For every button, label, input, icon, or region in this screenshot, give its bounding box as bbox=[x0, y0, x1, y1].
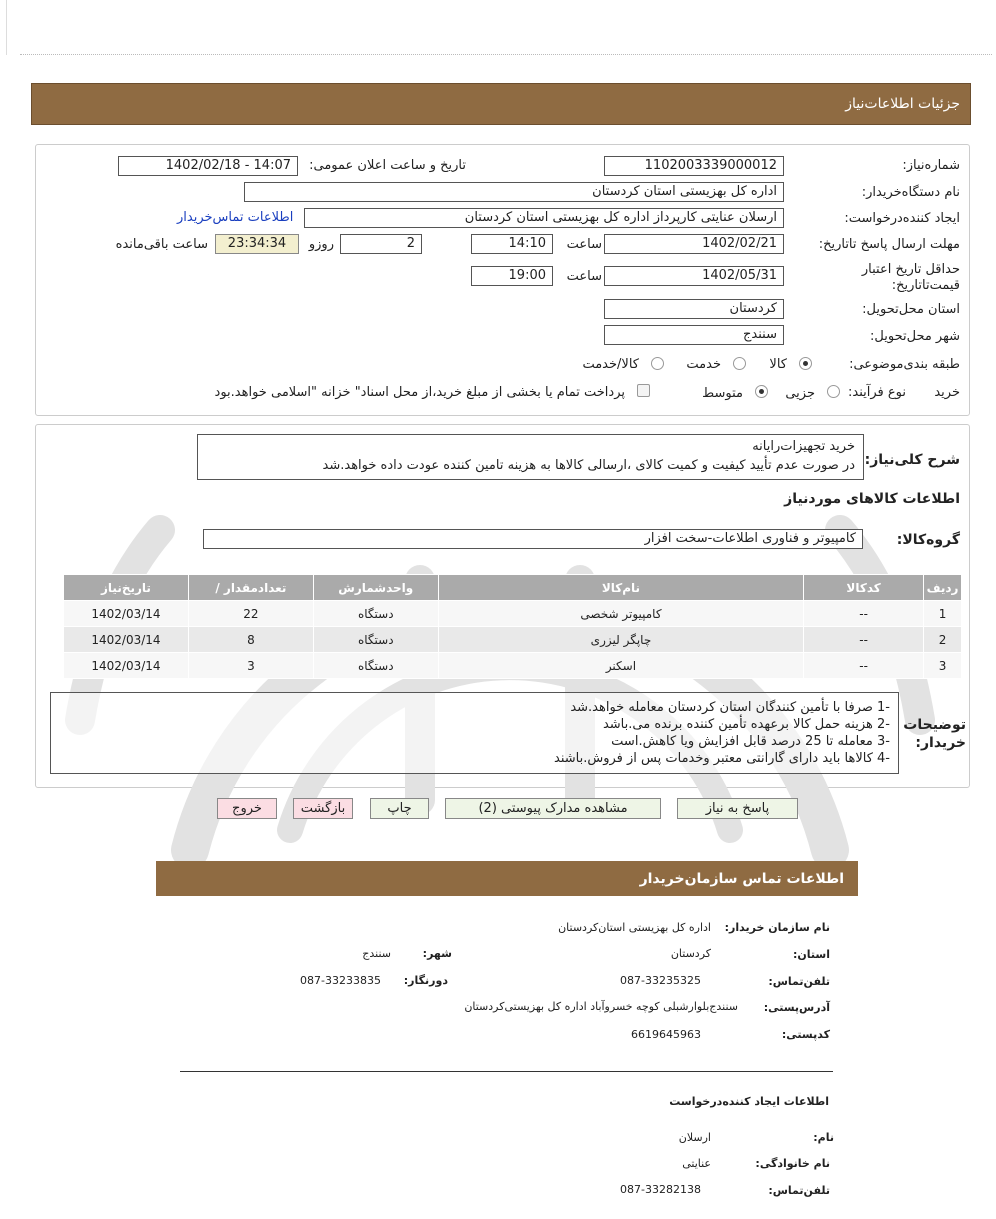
category-label: طبقه بندی‌موضوعی: bbox=[849, 357, 960, 372]
buyer-notes-box bbox=[50, 692, 899, 774]
buyer-note-line: -4 کالاها باید دارای گارانتی معتبر وخدمات پس از فروش.باشند bbox=[554, 751, 890, 766]
cell-date: 1402/03/14 bbox=[64, 653, 189, 679]
process-label: نوع فرآیند: bbox=[848, 385, 906, 400]
cell-name: چاپگر لیزری bbox=[438, 627, 803, 653]
process-minor-radio[interactable] bbox=[827, 385, 840, 398]
cell-quantity: 3 bbox=[188, 653, 313, 679]
contact-address-label: آدرس‌پستی: bbox=[763, 1001, 830, 1014]
back-button[interactable]: بازگشت bbox=[293, 798, 353, 819]
contact-header-bar bbox=[156, 861, 858, 896]
province-label: استان محل‌تحویل: bbox=[862, 302, 960, 317]
goods-group-label: گروه‌کالا: bbox=[896, 532, 960, 548]
days-field: 2 bbox=[340, 234, 422, 254]
description-line-2: در صورت عدم تأیید کیفیت و کمیت کالای ،ارسالی کالاها به هزینه تامین کننده عودت داده خواهد.شد bbox=[322, 458, 855, 473]
remaining-label: ساعت باقی‌مانده bbox=[115, 237, 208, 252]
buyer-note-line: -3 معامله تا 25 درصد قابل افزایش ویا کاهش.است bbox=[611, 734, 890, 749]
col-unit: واحدشمارش bbox=[313, 575, 438, 601]
deadline-hour-label: ساعت bbox=[566, 237, 602, 252]
category-both-radio[interactable] bbox=[651, 357, 664, 370]
table-row bbox=[64, 653, 962, 679]
cell-name: اسکنر bbox=[438, 653, 803, 679]
goods-table bbox=[63, 574, 962, 679]
col-row: ردیف bbox=[924, 575, 962, 601]
process-buy-label: خرید bbox=[934, 385, 960, 400]
description-label: شرح کلی‌نیاز: bbox=[864, 452, 960, 468]
print-button[interactable]: چاپ bbox=[370, 798, 429, 819]
city-field: سنندج bbox=[604, 325, 784, 345]
validity-date-field: 1402/05/31 bbox=[604, 266, 784, 286]
validity-hour-label: ساعت bbox=[566, 269, 602, 284]
reply-button[interactable]: پاسخ به نیاز bbox=[677, 798, 798, 819]
cell-row: 2 bbox=[924, 627, 962, 653]
cell-name: کامپیوتر شخصی bbox=[438, 601, 803, 627]
creator-title: اطلاعات ایجاد کننده‌درخواست bbox=[669, 1095, 829, 1108]
process-medium-radio[interactable] bbox=[755, 385, 768, 398]
city-label: شهر محل‌تحویل: bbox=[870, 329, 960, 344]
contact-city-value: سنندج bbox=[362, 947, 391, 960]
category-goods-label: کالا bbox=[769, 357, 787, 372]
contact-divider bbox=[180, 1071, 833, 1072]
goods-section-title: اطلاعات کالاهای موردنیاز bbox=[784, 491, 960, 507]
category-service-radio[interactable] bbox=[733, 357, 746, 370]
creator-phone-label: تلفن‌تماس: bbox=[768, 1184, 830, 1197]
cell-row: 1 bbox=[924, 601, 962, 627]
col-date: تاریخ‌نیاز bbox=[64, 575, 189, 601]
contact-phone-label: تلفن‌تماس: bbox=[768, 975, 830, 988]
cell-code: -- bbox=[804, 653, 924, 679]
buyer-note-line: -2 هزینه حمل کالا برعهده تأمین کننده برنده می.باشد bbox=[602, 717, 890, 732]
province-field: کردستان bbox=[604, 299, 784, 319]
goods-group-field: کامپیوتر و فناوری اطلاعات-سخت افزار bbox=[203, 529, 863, 549]
contact-city-label: شهر: bbox=[422, 947, 452, 960]
cell-date: 1402/03/14 bbox=[64, 627, 189, 653]
cell-row: 3 bbox=[924, 653, 962, 679]
cell-unit: دستگاه bbox=[313, 601, 438, 627]
validity-label: حداقل تاریخ اعتبار قیمت‌تا‌تاریخ: bbox=[861, 262, 960, 293]
creator-name-label: نام: bbox=[813, 1131, 834, 1144]
creator-family-value: عنایتی bbox=[682, 1157, 711, 1170]
cell-quantity: 22 bbox=[188, 601, 313, 627]
days-label: روزو bbox=[308, 237, 334, 252]
page-edge-line bbox=[6, 0, 7, 55]
category-goods-radio[interactable] bbox=[799, 357, 812, 370]
announce-field: 1402/02/18 - 14:07 bbox=[118, 156, 298, 176]
deadline-date-field: 1402/02/21 bbox=[604, 234, 784, 254]
table-row bbox=[64, 627, 962, 653]
contact-postal-value: 6619645963 bbox=[631, 1028, 701, 1041]
remaining-time-field: 23:34:34 bbox=[215, 234, 299, 254]
col-quantity: تعداد‌مقدار / bbox=[188, 575, 313, 601]
contact-postal-label: کد‌پستی: bbox=[781, 1028, 830, 1041]
page-title: جزئیات اطلاعات‌نیاز bbox=[845, 96, 960, 112]
table-row bbox=[64, 601, 962, 627]
buyer-note-line: -1 صرفا با تأمین کنندگان استان کردستان معامله خواهد.شد bbox=[570, 700, 890, 715]
description-line-1: خرید تجهیزات‌رایانه bbox=[752, 439, 855, 454]
description-box bbox=[197, 434, 864, 480]
contact-fax-value: 087-33233835 bbox=[300, 974, 381, 987]
attachments-button[interactable]: مشاهده مدارک پیوستی (2) bbox=[445, 798, 661, 819]
announce-label: تاریخ و ساعت اعلان عمومی: bbox=[309, 158, 466, 173]
treasury-payment-checkbox[interactable] bbox=[637, 384, 650, 397]
contact-fax-label: دورنگار: bbox=[403, 974, 448, 987]
requester-label: ایجاد کننده‌درخواست: bbox=[844, 211, 960, 226]
cell-quantity: 8 bbox=[188, 627, 313, 653]
deadline-time-field: 14:10 bbox=[471, 234, 553, 254]
buyer-org-field: اداره کل بهزیستی استان کردستان bbox=[244, 182, 784, 202]
contact-province-value: کردستان bbox=[670, 947, 711, 960]
treasury-payment-note: پرداخت تمام یا بخشی از مبلغ خرید،از محل اسناد" خزانه "اسلامی خواهد.بود bbox=[214, 385, 625, 400]
deadline-label: مهلت ارسال پاسخ تا‌تاریخ: bbox=[818, 237, 960, 252]
col-name: نام‌کالا bbox=[438, 575, 803, 601]
contact-title: اطلاعات تماس سازمان‌خریدار bbox=[639, 871, 844, 887]
cell-code: -- bbox=[804, 601, 924, 627]
category-service-label: خدمت bbox=[686, 357, 721, 372]
process-minor-label: جزیی bbox=[785, 386, 815, 401]
page-header-bar bbox=[31, 83, 971, 125]
creator-phone-value: 087-33282138 bbox=[620, 1183, 701, 1196]
validity-time-field: 19:00 bbox=[471, 266, 553, 286]
contact-org-value: اداره کل بهزیستی استان‌کردستان bbox=[558, 921, 711, 934]
buyer-contact-link[interactable]: اطلاعات تماس‌خریدار bbox=[177, 210, 294, 225]
cell-code: -- bbox=[804, 627, 924, 653]
contact-province-label: استان: bbox=[793, 948, 830, 961]
cell-unit: دستگاه bbox=[313, 627, 438, 653]
exit-button[interactable]: خروج bbox=[217, 798, 277, 819]
contact-org-label: نام سازمان‌ خریدار: bbox=[724, 921, 830, 934]
cell-date: 1402/03/14 bbox=[64, 601, 189, 627]
cell-unit: دستگاه bbox=[313, 653, 438, 679]
requester-field: ارسلان عنایتی کارپرداز اداره کل بهزیستی استان کردستان bbox=[304, 208, 784, 228]
process-medium-label: متوسط bbox=[702, 386, 743, 401]
need-number-field: 1102003339000012 bbox=[604, 156, 784, 176]
contact-address-value: سنندج‌بلوارشبلی کوچه خسروآباد اداره کل بهزیستی‌کردستان bbox=[464, 1000, 738, 1013]
buyer-org-label: نام دستگاه‌خریدار: bbox=[861, 185, 960, 200]
category-both-label: کالا/خدمت bbox=[582, 357, 639, 372]
contact-phone-value: 087-33235325 bbox=[620, 974, 701, 987]
col-code: کدکالا bbox=[804, 575, 924, 601]
creator-name-value: ارسلان bbox=[678, 1131, 711, 1144]
creator-family-label: نام خانوادگی: bbox=[755, 1157, 830, 1170]
goods-table-header bbox=[64, 575, 962, 601]
top-divider bbox=[20, 54, 992, 55]
need-number-label: شماره‌نیاز: bbox=[902, 158, 960, 173]
buyer-notes-label: توضیحات خریدار: bbox=[903, 717, 966, 751]
